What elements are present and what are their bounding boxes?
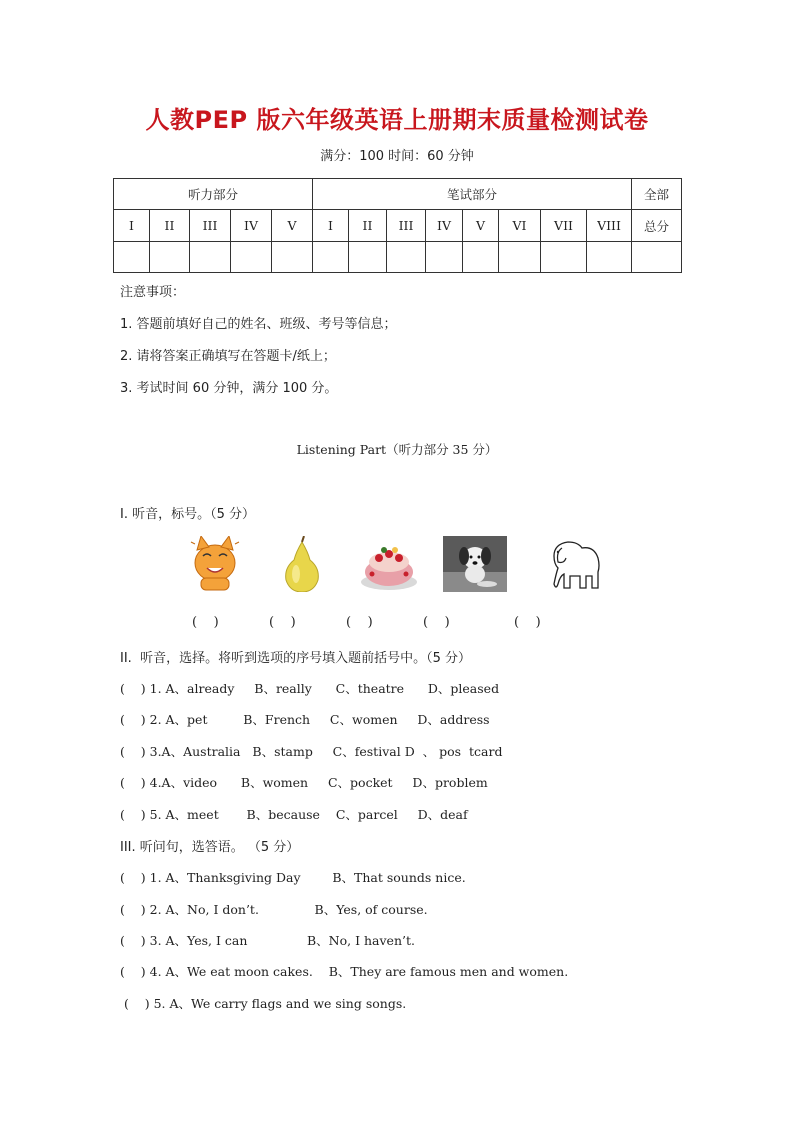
answer-blank[interactable]: ( ) — [346, 615, 373, 630]
question-item: ( ) 3.A、Australia B、stamp C、festival D 、 pos tcard — [120, 744, 503, 759]
note-item: 1. 答题前填好自己的姓名、班级、考号等信息； — [120, 317, 397, 332]
total-header-top: 全部 — [632, 179, 682, 210]
total-header-bottom: 总分 — [632, 210, 682, 242]
section1-heading: I. 听音，标号。（5 分） — [120, 507, 256, 522]
score-cell[interactable] — [114, 242, 150, 273]
score-cell[interactable] — [190, 242, 231, 273]
note-item: 2. 请将答案正确填写在答题卡/纸上； — [120, 349, 336, 364]
listening-col: V — [272, 210, 313, 242]
listening-col: IV — [231, 210, 272, 242]
answer-blank[interactable]: ( ) — [423, 615, 450, 630]
question-item: ( ) 5. A、We carry flags and we sing songs. — [120, 996, 407, 1011]
score-cell[interactable] — [349, 242, 387, 273]
score-cell[interactable] — [150, 242, 190, 273]
writing-col: I — [313, 210, 349, 242]
question-item: ( ) 1. A、Thanksgiving Day B、That sounds nice. — [120, 870, 466, 885]
answer-blank[interactable]: ( ) — [192, 615, 219, 630]
exam-title: 人教PEP 版六年级英语上册期末质量检测试卷 — [145, 106, 649, 134]
writing-col: VIII — [587, 210, 632, 242]
score-table — [113, 178, 682, 273]
listening-col: I — [114, 210, 150, 242]
question-item: ( ) 2. A、No, I don’t. B、Yes, of course. — [120, 902, 428, 917]
dog-picture — [443, 536, 507, 592]
score-cell[interactable] — [541, 242, 587, 273]
section2-heading: II. 听音，选择。将听到选项的序号填入题前括号中。（5 分） — [120, 651, 471, 666]
cat-picture — [183, 536, 247, 592]
listening-header: 听力部分 — [114, 179, 313, 210]
exam-subtitle: 满分：100 时间：60 分钟 — [320, 149, 474, 164]
writing-col: VI — [499, 210, 541, 242]
score-cell[interactable] — [463, 242, 499, 273]
score-cell[interactable] — [387, 242, 426, 273]
listening-col: III — [190, 210, 231, 242]
section3-heading: III. 听问句，选答语。 （5 分） — [120, 840, 300, 855]
writing-col: IV — [426, 210, 463, 242]
score-cell[interactable] — [272, 242, 313, 273]
writing-col: III — [387, 210, 426, 242]
score-cell[interactable] — [587, 242, 632, 273]
score-cell[interactable] — [632, 242, 682, 273]
writing-header: 笔试部分 — [313, 179, 632, 210]
score-cell[interactable] — [499, 242, 541, 273]
question-item: ( ) 2. A、pet B、French C、women D、address — [120, 712, 490, 727]
writing-col: V — [463, 210, 499, 242]
note-item: 3. 考试时间 60 分钟，满分 100 分。 — [120, 381, 338, 396]
question-item: ( ) 1. A、already B、really C、theatre D、pleased — [120, 681, 500, 696]
question-item: ( ) 3. A、Yes, I can B、No, I haven’t. — [120, 933, 415, 948]
writing-col: VII — [541, 210, 587, 242]
answer-blank[interactable]: ( ) — [514, 615, 541, 630]
listening-col: II — [150, 210, 190, 242]
score-cell[interactable] — [231, 242, 272, 273]
score-cell[interactable] — [426, 242, 463, 273]
part-title: Listening Part（听力部分 35 分） — [296, 442, 498, 457]
question-item: ( ) 4.A、video B、women C、pocket D、problem — [120, 775, 488, 790]
cake-picture — [357, 536, 421, 592]
answer-blank[interactable]: ( ) — [269, 615, 296, 630]
question-item: ( ) 4. A、We eat moon cakes. B、They are famous men and women. — [120, 964, 569, 979]
question-item: ( ) 5. A、meet B、because C、parcel D、deaf — [120, 807, 468, 822]
writing-col: II — [349, 210, 387, 242]
score-cell[interactable] — [313, 242, 349, 273]
pear-picture — [270, 536, 334, 592]
notes-heading: 注意事项： — [120, 285, 186, 300]
elephant-picture — [540, 536, 604, 592]
